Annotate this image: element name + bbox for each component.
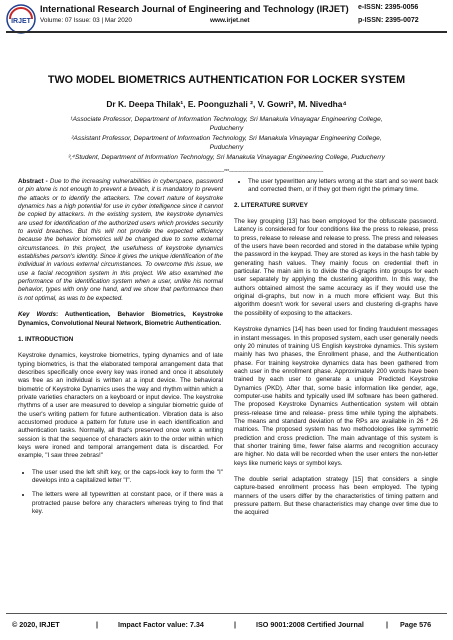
- list-item: • The letters were all typewritten at constant pace, or if there was a protracted pause before any characters whereas trying to find that key.: [32, 491, 223, 516]
- journal-url[interactable]: www.irjet.net: [210, 17, 250, 24]
- irjet-logo-icon: [6, 4, 36, 34]
- footer-sep: |: [386, 620, 389, 629]
- e-issn: e-ISSN: 2395-0056: [358, 4, 419, 11]
- right-column: [234, 178, 438, 526]
- footer-copyright: © 2020, IRJET: [12, 620, 60, 629]
- keywords-label: Key Words: [18, 311, 56, 319]
- journal-header: [0, 0, 453, 38]
- literature-paragraph: The double serial adaptation strategy [15] that considers a single capture-based enrollment process has been employed. The typing manners of the users differ by the characteristics of timing pattern and pressure pattern. But these characteristics may change over time due to the acquired: [234, 476, 438, 517]
- example-bullet-list-cont: [234, 178, 438, 195]
- list-item: • The user typewritten any letters wrong at the start and so went back and corrected them, or if they got them right the primary time.: [248, 178, 438, 195]
- literature-survey-heading: 2. LITERATURE SURVEY: [234, 201, 308, 209]
- header-rule: [6, 31, 447, 33]
- abstract-text: Due to the increasing vulnerabilities in cyberspace, password or pin alone is not enough to prevent a breach, it is mandatory to prevent the attacks or to identify the attackers. The covert nature of keystroke dynamics has a high potential for use in cyber intelligence since it cannot be copied by attackers. In the existing system, the keystroke dynamics are used for identification of the authorized users which provides security to avoid breaches. But this will not provide the expected efficiency because the behavior biometrics will be changed due to some external circumstances. In this project, the usefulness of keystroke dynamics establishes person's identity. Since it gives the unique identification of the individual in various external circumstances. To overcome this issue, we use a facial recognition system in this project. We also examined the performance of the identification system when a user, unlike his normal behavior, types with only one hand, and we show that performance then is not optimal, as was to be expected.: [18, 178, 223, 302]
- page-footer: [0, 613, 453, 633]
- footer-page-number: Page 576: [400, 620, 432, 629]
- volume-issue: Volume: 07 Issue: 03 | Mar 2020: [40, 17, 132, 24]
- svg-text:IRJET: IRJET: [11, 18, 31, 25]
- affiliation-2: ²Assistant Professor, Department of Information Technology, Sri Manakula Vinayagar Engineering College,: [71, 135, 382, 142]
- footer-iso: ISO 9001:2008 Certified Journal: [256, 620, 364, 629]
- footer-rule: [6, 613, 447, 614]
- affiliation-1: ¹Associate Professor, Department of Information Technology, Sri Manakula Vinayagar Engineering College,: [70, 116, 383, 123]
- keywords: [18, 311, 223, 328]
- abstract: [18, 178, 223, 303]
- introduction-heading: 1. INTRODUCTION: [18, 335, 74, 343]
- keywords-text: : Authentication, Behavior Biometrics, Keystroke Dynamics, Convolutional Neural Network, Biometric Authentication.: [18, 311, 223, 327]
- journal-title: International Research Journal of Engineering and Technology (IRJET): [40, 4, 349, 14]
- literature-paragraph: The key grouping [13] has been employed for the obfuscate password. Latency is considered for four conditions like the press to release, press to press, release to release and release to press. The press and releases of the users have been recorded and stored in the database while typing the password in the keypad. They are stored as keys in the hash table by generating hash values. They mainly focus on credential theft in particular. The main aim is to divide the di-graphs into groups for each user separately by applying the clustering algorithm. In this way, the authors obtained almost the same accuracy as if they would use the original di-graphs, but now in a much more efficient way. But this algorithm doesn't work for several users and clustering di-graphs have the possibility of exposing to the attackers.: [234, 218, 438, 317]
- literature-paragraph: Keystroke dynamics [14] has been used for finding fraudulent messages in instant messages. In this proposed system, each user generally needs only 20 minutes of training US English keystroke dynamics. This system mainly has two phases, the Enrollment phase, and the Authentication phase. For training keystroke dynamics data has been gathered from each user in the enrollment phase. Approximately 200 words have been trained by each user to generate a unique Predicted Keystroke Dynamics (PKD). After that, some basic information like gender, age, computer-use habits and typically used IM software has been gathered. The proposed Keystroke Dynamics Authentication system will obtain press-release time and release- press time while typing the alphabets. The means and standard deviation of the RPs are available in 26 * 26 matrices. The proposed system has two methodologies like symmetric prediction and cross prediction. The main advantage of this system is that shorter training time, fewer false alarms and recognition accuracy are higher. No data will be recorded when the user enters the non-letter keys like numeric keys or symbol keys.: [234, 326, 438, 467]
- author-list: Dr K. Deepa Thilak¹, E. Poonguzhali ², V. Gowri³, M. Nivedha⁴: [106, 99, 347, 109]
- affiliation-1-city: Puducherry: [209, 125, 244, 132]
- list-item: • The user used the left shift key, or the caps-lock key to form the "I" develops into a capitalized letter "I".: [32, 469, 223, 486]
- abstract-label: Abstract -: [18, 178, 50, 185]
- footer-sep: |: [96, 620, 99, 629]
- section-separator: ---------------------------------------------------------------------***---------------------------------------------------------------------: [129, 169, 324, 175]
- affiliation-2-city: Puducherry: [209, 144, 244, 151]
- affiliation-3: ³,⁴Student, Department of Information Technology, Sri Manakula Vinayagar Engineering College, Puducherry: [68, 154, 385, 161]
- p-issn: p-ISSN: 2395-0072: [358, 17, 419, 24]
- example-bullet-list: [18, 469, 223, 517]
- paper-title: TWO MODEL BIOMETRICS AUTHENTICATION FOR LOCKER SYSTEM: [47, 74, 406, 86]
- introduction-text: Keystroke dynamics, keystroke biometrics, typing dynamics and of late typing biometrics, is that the elaborated temporal arrangement data that describes specifically once every key was ironed and once it absolutely was free as an individual is written at a input device. The behavioral biometric of Keystroke Dynamics uses the way and rhythm within which a private varieties characters on a keyboard or input device. The keystroke rhythms of a user are measured to develop a singular biometric guide of the user's writing pattern for future authentication. Vibration data is also accustomed produce a pattern for future use in each identification and authentication tasks. Normally, all that's preserved once work a writing session is that the sequence of characters akin to the order within which keys were ironed and temporal arrangement data is discarded. For example, "I saw three zebras!": [18, 352, 223, 460]
- footer-impact-factor: Impact Factor value: 7.34: [118, 620, 204, 629]
- footer-sep: |: [234, 620, 237, 629]
- left-column: [18, 178, 223, 523]
